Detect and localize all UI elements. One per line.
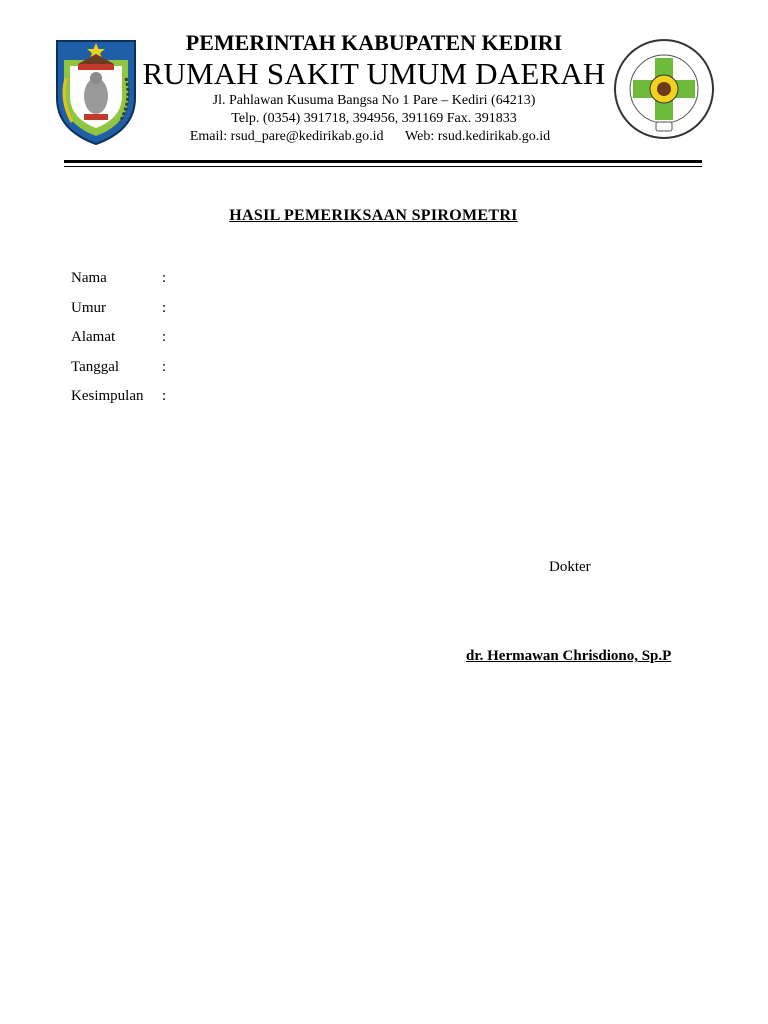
hospital-contact [132,128,608,146]
signature-role: Dokter [549,559,591,575]
field-label: Nama [71,270,107,286]
signature-name: dr. Hermawan Chrisdiono, Sp.P [466,648,672,664]
field-separator: : [162,329,167,345]
field-row [71,267,166,297]
government-name: PEMERINTAH KABUPATEN KEDIRI [185,30,563,55]
header-divider-thick [64,160,702,163]
header-divider-thin [64,166,702,167]
patient-fields [71,267,166,415]
hospital-web: Web: rsud.kedirikab.go.id [405,129,551,144]
field-separator: : [162,388,167,404]
field-separator: : [162,270,167,286]
rsud-pare-seal-icon [612,36,716,142]
letterhead [140,30,608,146]
field-row [71,297,166,327]
field-row [71,326,166,356]
hospital-name: RUMAH SAKIT UMUM DAERAH [142,56,606,91]
hospital-phone: Telp. (0354) 391718, 394956, 391169 Fax. 391833 [231,111,517,126]
hospital-email: Email: rsud_pare@kedirikab.go.id [189,129,384,144]
field-row [71,356,166,386]
field-row [71,385,166,415]
field-separator: : [162,358,167,375]
field-label: Tanggal [71,358,120,375]
hospital-address: Jl. Pahlawan Kusuma Bangsa No 1 Pare – Kediri (64213) [212,93,536,108]
field-label: Alamat [71,329,116,345]
kediri-regency-emblem-icon [54,38,138,146]
field-separator: : [162,299,167,316]
field-label: Umur [71,299,106,316]
document-title: HASIL PEMERIKSAAN SPIROMETRI [229,207,518,224]
field-label: Kesimpulan [71,388,144,404]
